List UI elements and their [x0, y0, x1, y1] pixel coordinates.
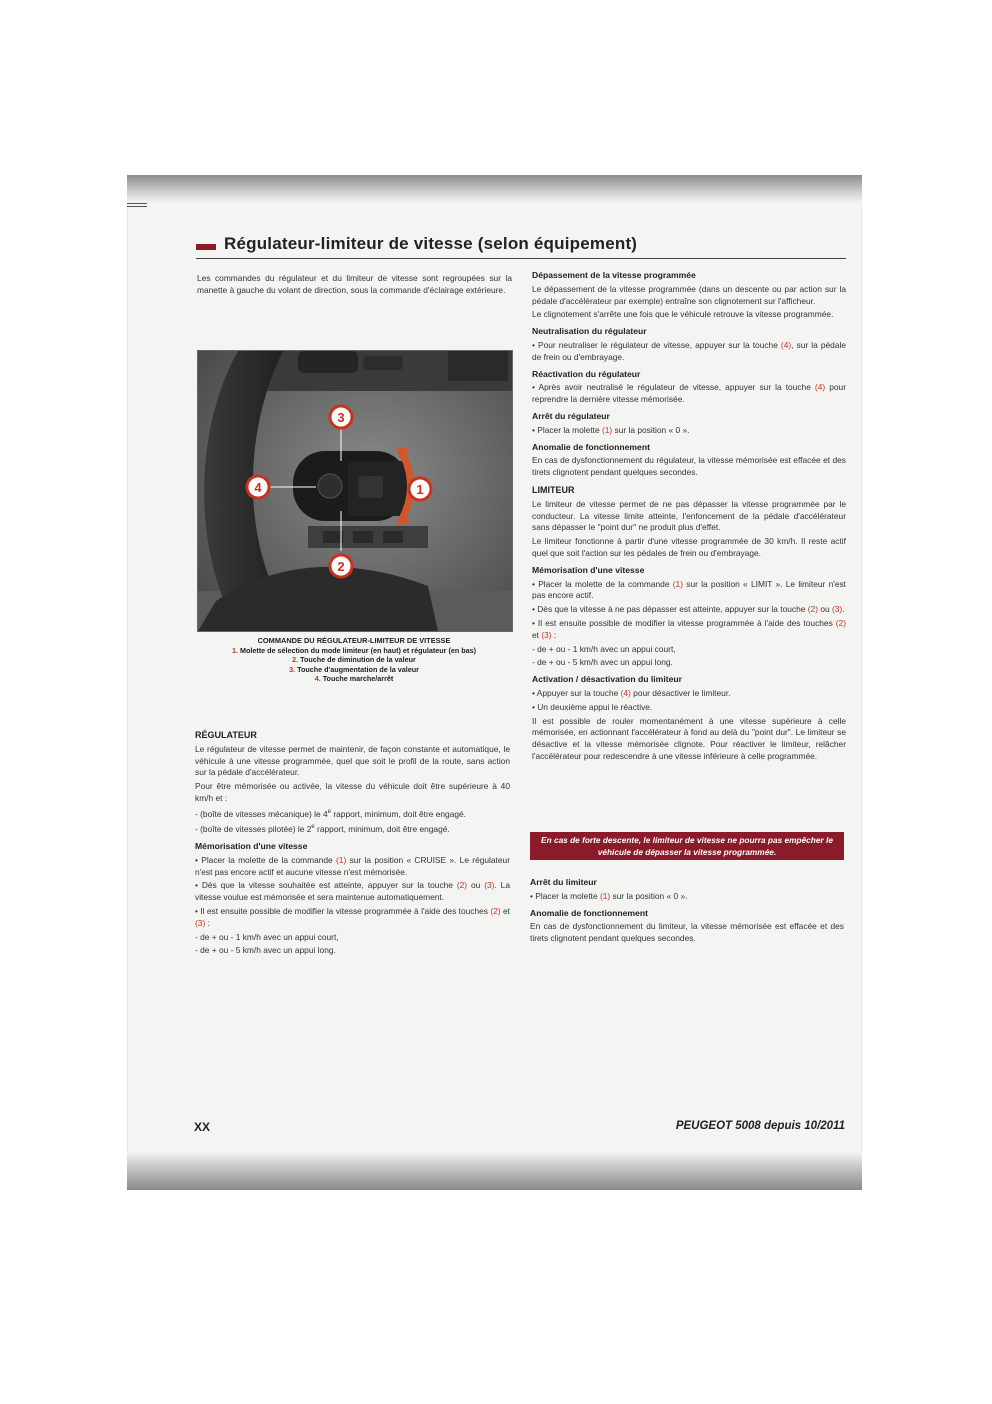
arret-limiteur-heading: Arrêt du limiteur	[530, 877, 597, 887]
arret-limiteur-bullet: • Placer la molette (1) sur la position « 0 ».	[530, 890, 688, 901]
regulateur-section	[195, 724, 510, 959]
memo-bullet: • Il est ensuite possible de modifier la vitesse programmée à l'aide des touches (2) et (3) :	[195, 905, 510, 928]
memo-dash-item: - de + ou - 1 km/h avec un appui court,	[195, 931, 339, 942]
intro-text: Les commandes du régulateur et du limiteur de vitesse sont regroupées sur la manette à gauche du volant de direction, sous la commande d'éclairage extérieure.	[197, 273, 512, 295]
page-title: Régulateur-limiteur de vitesse (selon équipement)	[224, 234, 638, 253]
limiteur-memo-heading: Mémorisation d'une vitesse	[532, 564, 645, 575]
limiteur-paragraph: Le limiteur fonctionne à partir d'une vitesse programmée de 30 km/h. Il reste actif quel que soit l'action sur les pédales de frein ou d'embrayage.	[532, 536, 846, 558]
limiteur-memo-bullet: • Il est ensuite possible de modifier la vitesse programmée à l'aide des touches (2) et (3) :	[532, 617, 846, 640]
intro-paragraph	[197, 273, 512, 299]
right-column-lower	[530, 872, 844, 947]
limiteur-paragraph: Le limiteur de vitesse permet de ne pas dépasser la vitesse programmée par le conducteur. La vitesse limite atteinte, l'enfoncement de la pédale d'accélérateur sans dépasser le "point dur" ne produit plus d'effet.	[532, 498, 846, 533]
page-edge-line	[127, 203, 147, 204]
page-number: XX	[194, 1120, 211, 1134]
memo-dash-item: - de + ou - 5 km/h avec un appui long.	[195, 945, 336, 956]
callout-3-label: 3	[337, 410, 345, 425]
title-block	[196, 236, 846, 259]
anomalie-limiteur-paragraph: En cas de dysfonctionnement du limiteur, la vitesse mémorisée est effacée et des tirets clignotent pendant quelques secondes.	[530, 921, 844, 944]
memo-heading: Mémorisation d'une vitesse	[195, 840, 308, 851]
caption-item: 4. Touche marche/arrêt	[314, 674, 394, 684]
regulateur-paragraph: Pour être mémorisée ou activée, la vitesse du véhicule doit être supérieure à 40 km/h et :	[195, 781, 510, 803]
depassement-heading: Dépassement de la vitesse programmée	[532, 270, 696, 280]
warning-banner: En cas de forte descente, le limiteur de vitesse ne pourra pas empêcher le véhicule de dépasser la vitesse programmée.	[530, 832, 844, 860]
reactivation-heading: Réactivation du régulateur	[532, 368, 641, 379]
regulateur-heading: RÉGULATEUR	[195, 730, 257, 740]
scan-bottom-shadow	[127, 1152, 862, 1190]
title-accent-bar	[196, 244, 216, 250]
anomalie-regulateur-heading: Anomalie de fonctionnement	[532, 441, 650, 452]
steering-stalk-photo	[197, 350, 513, 632]
caption-item: 2. Touche de diminution de la valeur	[292, 655, 416, 665]
reactivation-bullet: • Après avoir neutralisé le régulateur de vitesse, appuyer sur la touche (4) pour reprendre la dernière vitesse mémorisée.	[532, 382, 846, 405]
callout-2-label: 2	[337, 559, 345, 574]
depassement-paragraph: Le dépassement de la vitesse programmée (dans un descente ou par action sur la pédale d'accélérateur par exemple) entraîne son clignotement sur l'afficheur.	[532, 283, 846, 306]
caption-title: COMMANDE DU RÉGULATEUR-LIMITEUR DE VITESSE	[257, 636, 451, 645]
arret-regulateur-heading: Arrêt du régulateur	[532, 410, 610, 421]
figure-caption	[197, 636, 511, 684]
depassement-paragraph: Le clignotement s'arrête une fois que le véhicule retrouve la vitesse programmée.	[532, 309, 834, 320]
anomalie-limiteur-heading: Anomalie de fonctionnement	[530, 907, 648, 918]
neutralisation-heading: Neutralisation du régulateur	[532, 326, 647, 337]
right-column-upper	[532, 270, 846, 765]
arret-regulateur-bullet: • Placer la molette (1) sur la position « 0 ».	[532, 424, 690, 435]
footer-model: PEUGEOT 5008 depuis 10/2011	[675, 1120, 845, 1132]
steering-stalk-illustration	[198, 351, 512, 631]
regulateur-list-item: - (boîte de vitesses mécanique) le 4e rapport, minimum, doit être engagé.	[195, 808, 467, 819]
scan-top-shadow	[127, 175, 862, 203]
limiteur-memo-dash-item: - de + ou - 5 km/h avec un appui long.	[532, 657, 673, 668]
callout-1-label: 1	[416, 482, 424, 497]
callout-4-label: 4	[254, 480, 262, 495]
memo-bullet: • Dès que la vitesse souhaitée est atteinte, appuyer sur la touche (2) ou (3). La vitesse voulue est mémorisée et sera maintenue automatiquement.	[195, 880, 510, 903]
limiteur-memo-dash-item: - de + ou - 1 km/h avec un appui court,	[532, 643, 676, 654]
activation-bullet: • Appuyer sur la touche (4) pour désactiver le limiteur.	[532, 687, 731, 698]
neutralisation-bullet: • Pour neutraliser le régulateur de vitesse, appuyer sur la touche (4), sur la pédale de frein ou d'embrayage.	[532, 339, 846, 362]
activation-heading: Activation / désactivation du limiteur	[532, 674, 682, 685]
caption-item: 3. Touche d'augmentation de la valeur	[289, 664, 419, 674]
anomalie-regulateur-paragraph: En cas de dysfonctionnement du régulateur, la vitesse mémorisée est effacée et des tirets clignotent pendant quelques secondes.	[532, 455, 846, 478]
page-edge-line	[127, 206, 147, 207]
memo-bullet: • Placer la molette de la commande (1) sur la position « CRUISE ». Le régulateur n'est pas encore actif et aucune vitesse n'est mémorisée.	[195, 854, 510, 877]
activation-paragraph: Il est possible de rouler momentanément à une vitesse supérieure à celle mémorisée, en actionnant l'accélérateur à fond au delà du "point dur". Le limiteur se désactive et la vitesse mémorisée clignote. Pour réactiver le limiteur, relâcher l'accélérateur pour redescendre à une vitesse inférieure à celle programmée.	[532, 715, 846, 761]
activation-bullet: • Un deuxième appui le réactive.	[532, 701, 653, 712]
regulateur-paragraph: Le régulateur de vitesse permet de maintenir, de façon constante et automatique, le véhicule à une vitesse programmée, quel que soit le profil de la route, sans action sur la pédale d'accélérateur.	[195, 743, 510, 778]
limiteur-heading: LIMITEUR	[532, 484, 575, 495]
limiteur-memo-bullet: • Placer la molette de la commande (1) sur la position « LIMIT ». Le limiteur n'est pas encore actif.	[532, 578, 846, 601]
limiteur-memo-bullet: • Dès que la vitesse à ne pas dépasser est atteinte, appuyer sur la touche (2) ou (3).	[532, 604, 845, 615]
regulateur-list-item: - (boîte de vitesses pilotée) le 2e rapport, minimum, doit être engagé.	[195, 824, 450, 835]
caption-item: 1. Molette de sélection du mode limiteur (en haut) et régulateur (en bas)	[231, 645, 477, 655]
